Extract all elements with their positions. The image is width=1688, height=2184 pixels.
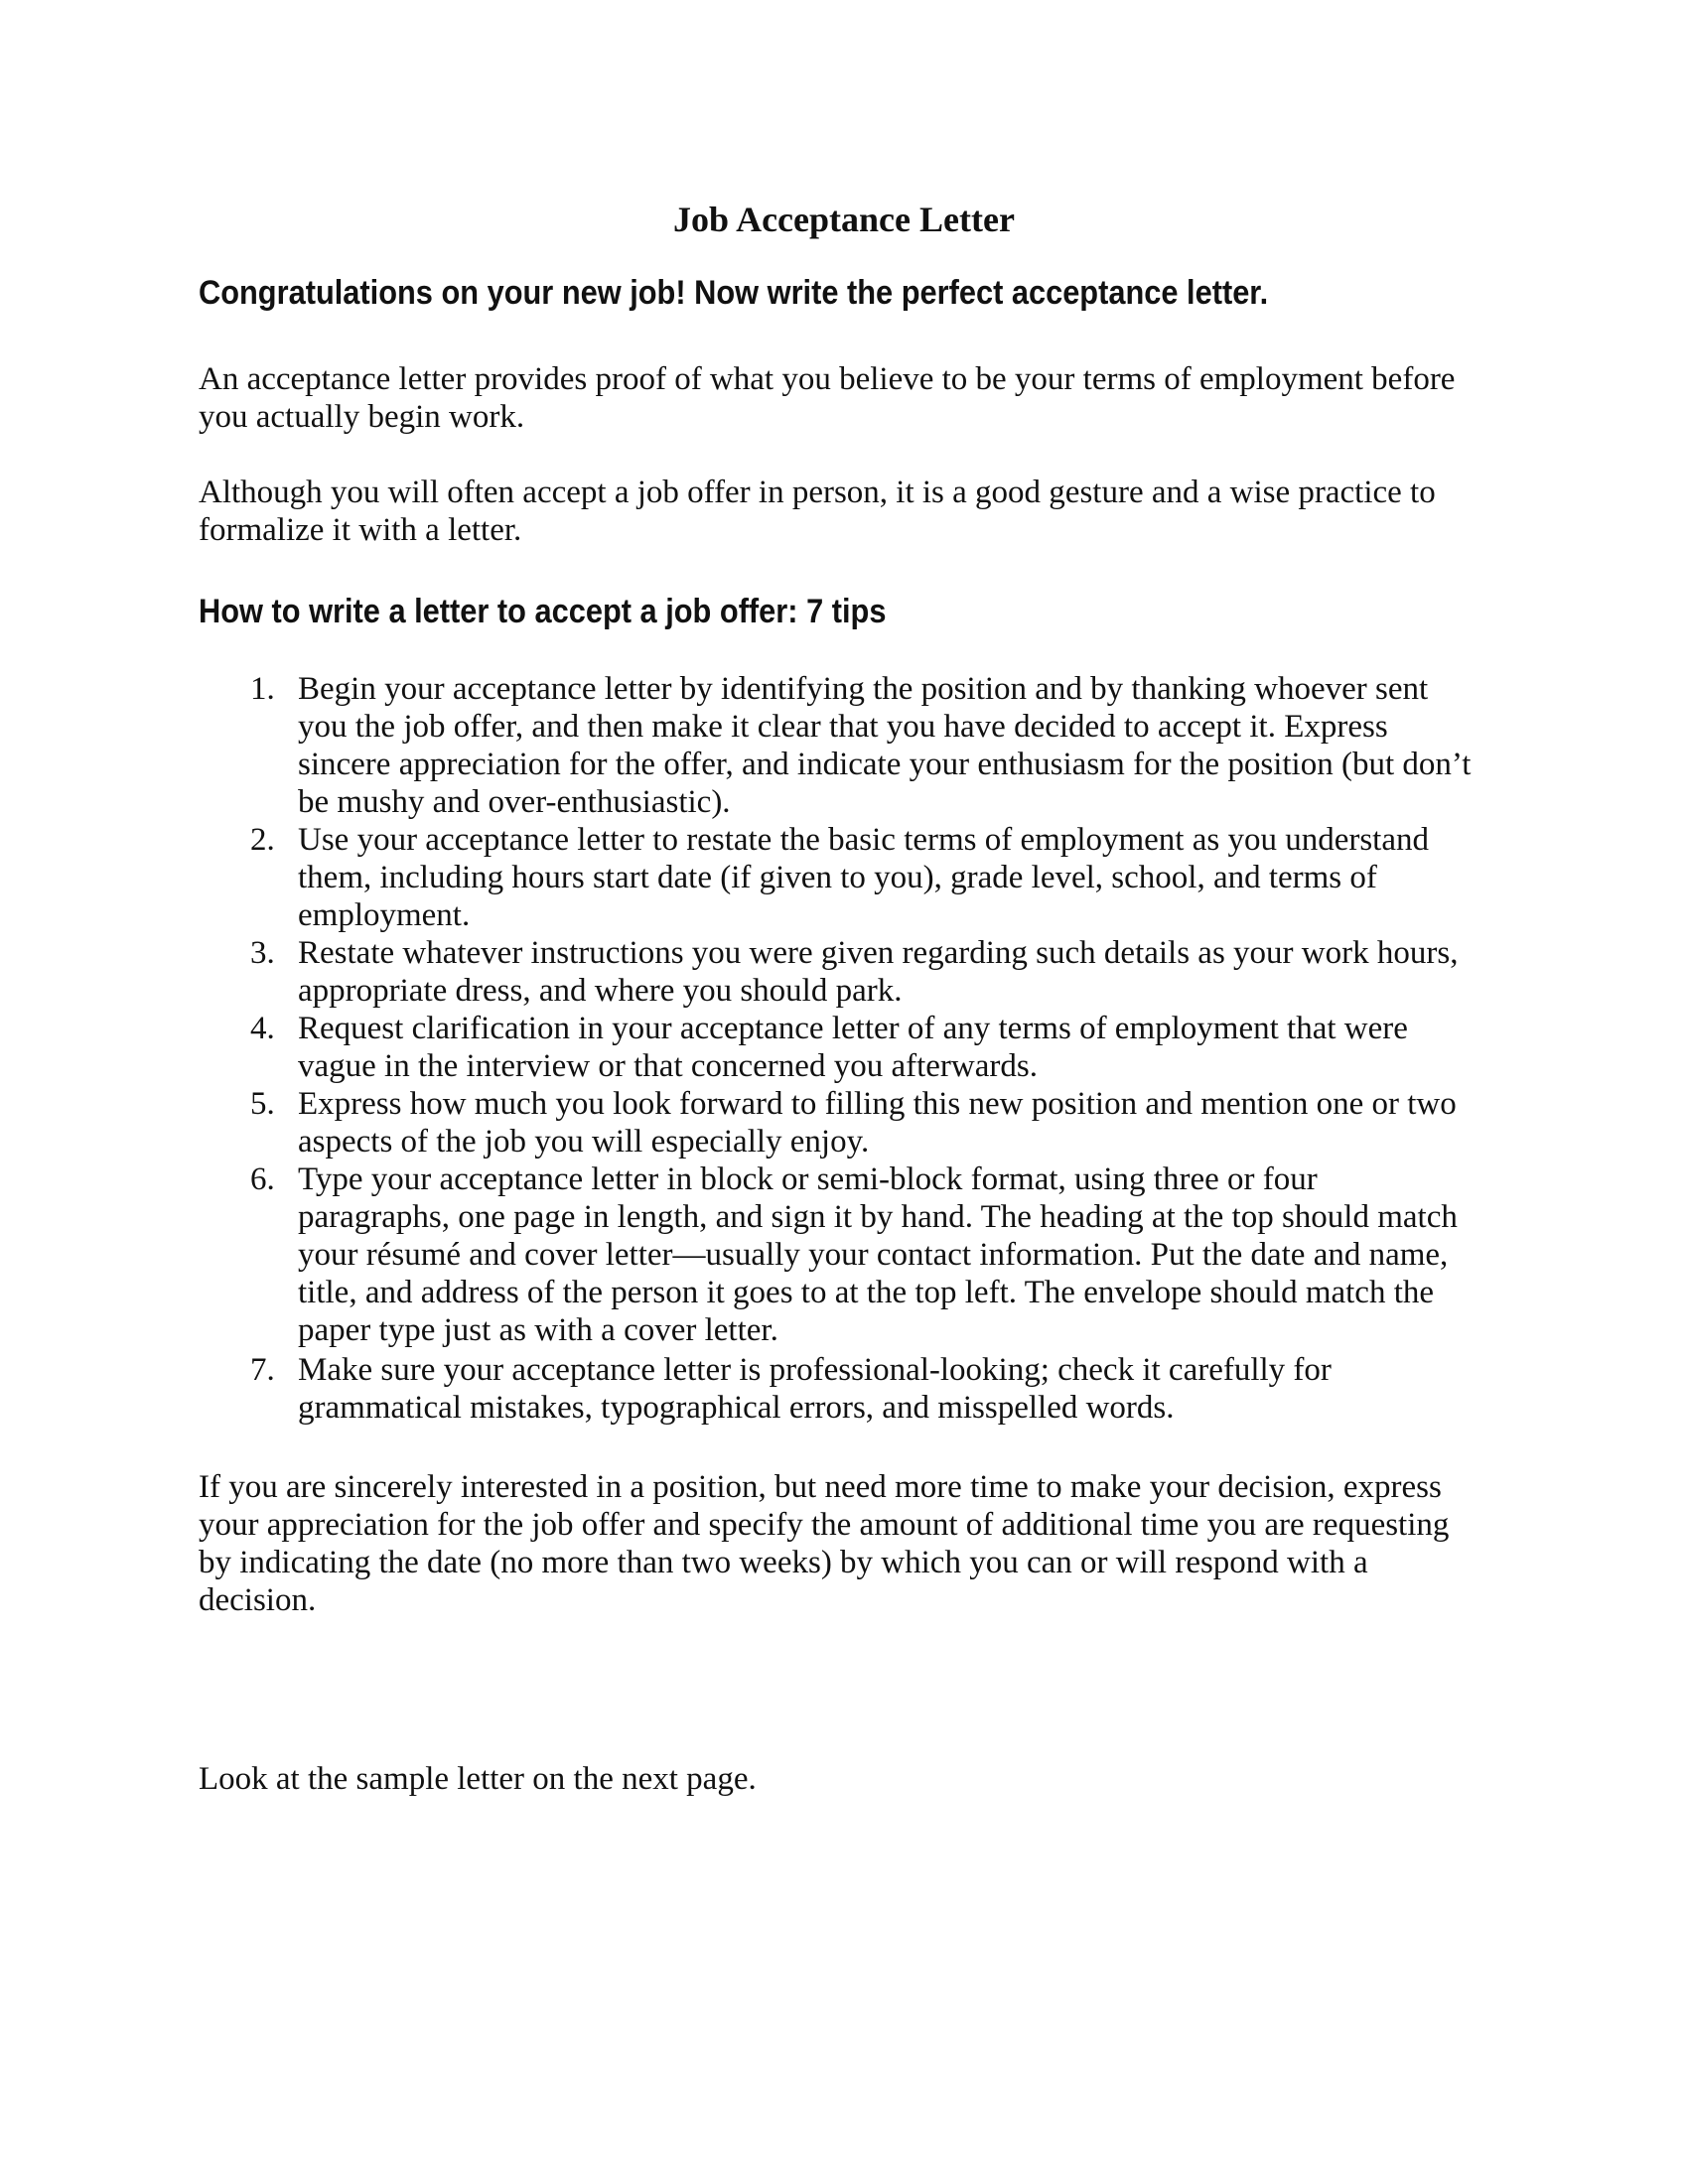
footer-note: Look at the sample letter on the next page. [199,1761,757,1797]
paragraph-line: Although you will often accept a job offer in person, it is a good gesture and a wise practice to [199,475,1436,510]
paragraph-line: your appreciation for the job offer and specify the amount of additional time you are requesting [199,1507,1450,1543]
list-item-line: paper type just as with a cover letter. [298,1312,778,1348]
list-item-line: paragraphs, one page in length, and sign it by hand. The heading at the top should match [298,1199,1458,1235]
list-item-line: Begin your acceptance letter by identifying the position and by thanking whoever sent [298,671,1429,707]
paragraph-line: formalize it with a letter. [199,512,522,548]
list-number: 1. [250,671,275,707]
list-item-line: Express how much you look forward to filling this new position and mention one or two [298,1086,1457,1122]
list-item-line: Restate whatever instructions you were given regarding such details as your work hours, [298,935,1459,971]
list-number: 4. [250,1011,275,1046]
list-number: 5. [250,1086,275,1122]
paragraph-line: by indicating the date (no more than two weeks) by which you can or will respond with a [199,1545,1368,1580]
list-item-line: sincere appreciation for the offer, and indicate your enthusiasm for the position (but don’t [298,747,1472,782]
list-number: 7. [250,1352,275,1388]
list-item-line: Make sure your acceptance letter is professional-looking; check it carefully for [298,1352,1332,1388]
list-item-line: you the job offer, and then make it clear that you have decided to accept it. Express [298,709,1388,745]
tips-heading: How to write a letter to accept a job offer: 7 tips [199,593,887,630]
list-number: 6. [250,1161,275,1197]
list-item-line: Use your acceptance letter to restate the basic terms of employment as you understand [298,822,1429,858]
list-number: 3. [250,935,275,971]
list-item-line: aspects of the job you will especially enjoy. [298,1124,870,1160]
page-title: Job Acceptance Letter [673,200,1015,239]
list-item-line: Type your acceptance letter in block or semi-block format, using three or four [298,1161,1318,1197]
subtitle-heading: Congratulations on your new job! Now write the perfect acceptance letter. [199,274,1269,312]
list-item-line: vague in the interview or that concerned you afterwards. [298,1048,1038,1084]
list-item-line: title, and address of the person it goes to at the top left. The envelope should match the [298,1275,1435,1310]
list-item-line: your résumé and cover letter—usually your contact information. Put the date and name, [298,1237,1449,1273]
list-number: 2. [250,822,275,858]
list-item-line: appropriate dress, and where you should park. [298,973,903,1009]
paragraph-line: you actually begin work. [199,399,525,435]
paragraph-line: An acceptance letter provides proof of what you believe to be your terms of employment before [199,361,1456,397]
list-item-line: employment. [298,897,471,933]
list-item-line: grammatical mistakes, typographical errors, and misspelled words. [298,1390,1175,1426]
list-item-line: Request clarification in your acceptance letter of any terms of employment that were [298,1011,1408,1046]
list-item-line: be mushy and over-enthusiastic). [298,784,731,820]
paragraph-line: decision. [199,1582,317,1618]
list-item-line: them, including hours start date (if given to you), grade level, school, and terms of [298,860,1377,895]
paragraph-line: If you are sincerely interested in a position, but need more time to make your decision, express [199,1469,1442,1505]
